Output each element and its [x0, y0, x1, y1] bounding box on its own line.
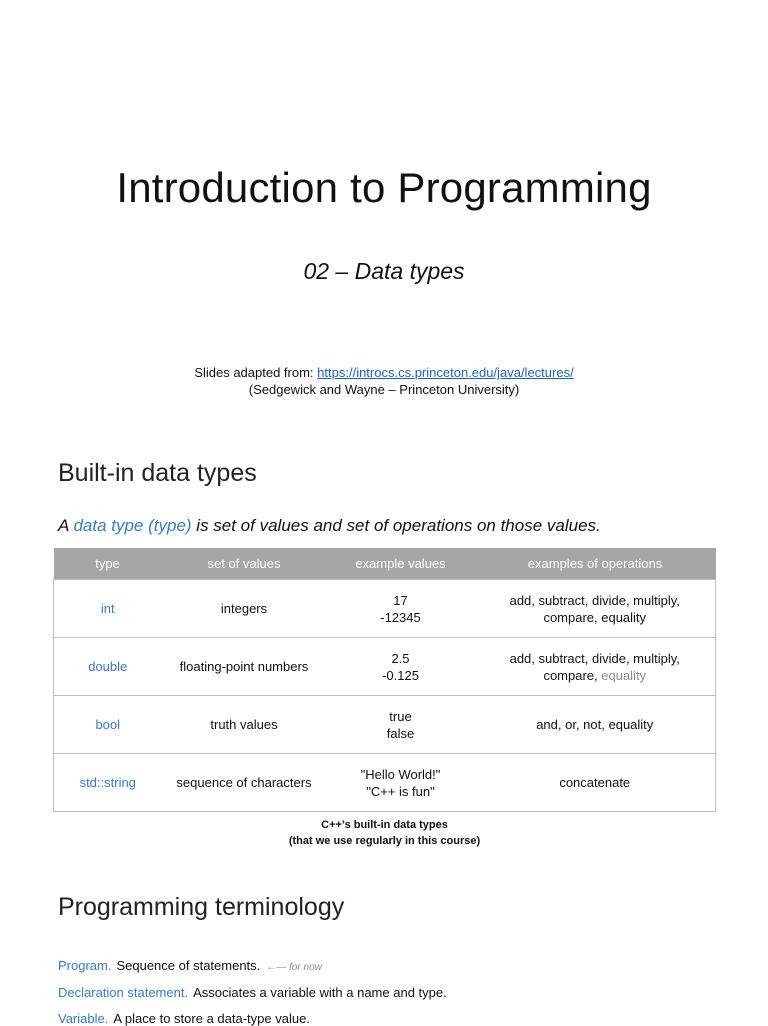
type-cell: bool [54, 696, 162, 754]
term-item-program [58, 958, 322, 973]
example-value: true [389, 708, 412, 724]
definition-post: is set of values and set of operations on those values. [191, 516, 601, 535]
section-heading-programming-terminology: Programming terminology [58, 893, 345, 921]
credits [0, 364, 768, 398]
type-cell: std::string [54, 754, 162, 812]
credits-line-2: (Sedgewick and Wayne – Princeton University) [248, 382, 520, 397]
operations-line [479, 667, 712, 684]
type-cell: double [54, 638, 162, 696]
definition-term: data type (type) [73, 516, 192, 535]
operations-line: compare, equality [543, 609, 647, 625]
term-text: A place to store a data-type value. [113, 1011, 310, 1026]
page-title: Introduction to Programming [116, 164, 652, 211]
table-row [54, 696, 716, 754]
header-set-of-values: set of values [162, 548, 327, 580]
data-types-table [53, 548, 716, 812]
example-value: false [386, 725, 415, 741]
example-cell [327, 580, 475, 638]
set-cell: floating-point numbers [162, 638, 327, 696]
table-header-row [54, 548, 716, 580]
page-subtitle: 02 – Data types [303, 258, 465, 284]
operations-text: compare, [543, 667, 602, 683]
operations-cell [475, 754, 716, 812]
example-cell [327, 638, 475, 696]
example-cell [327, 754, 475, 812]
example-value: -12345 [380, 609, 421, 625]
term-text: Associates a variable with a name and type. [193, 985, 447, 1000]
example-value: "Hello World!" [360, 766, 441, 782]
set-cell: integers [162, 580, 327, 638]
definition-pre: A [58, 516, 74, 535]
caption-line-1: C++’s built-in data types [321, 819, 448, 831]
example-cell [327, 696, 475, 754]
table-row [54, 638, 716, 696]
term-label: Program. [58, 958, 112, 973]
arrow-left-icon: ←— [266, 962, 287, 973]
credits-prefix: Slides adapted from: [194, 365, 318, 380]
table-row [54, 580, 716, 638]
table-row [54, 754, 716, 812]
header-examples-of-operations: examples of operations [475, 548, 716, 580]
term-note: for now [289, 962, 322, 973]
operations-cell [475, 638, 716, 696]
caption-line-2: (that we use regularly in this course) [288, 835, 481, 847]
term-label: Declaration statement. [58, 985, 189, 1000]
operations-line: add, subtract, divide, multiply, [509, 650, 680, 666]
operations-text-muted: equality [601, 667, 647, 683]
table-caption [53, 817, 716, 849]
header-example-values: example values [327, 548, 475, 580]
example-value: 2.5 [391, 650, 410, 666]
operations-line: add, subtract, divide, multiply, [509, 592, 680, 608]
operations-line: concatenate [559, 775, 631, 790]
credits-line-1 [0, 364, 768, 381]
section-heading-built-in-data-types: Built-in data types [58, 459, 257, 487]
source-link[interactable]: https://introcs.cs.princeton.edu/java/lectures/ [317, 365, 574, 380]
operations-cell [475, 580, 716, 638]
operations-cell [475, 696, 716, 754]
term-item-declaration-statement [58, 985, 447, 1000]
example-value: -0.125 [382, 667, 419, 683]
operations-line: and, or, not, equality [536, 717, 654, 732]
example-value: 17 [393, 592, 408, 608]
set-cell: sequence of characters [162, 754, 327, 812]
data-type-definition [58, 516, 601, 536]
example-value: "C++ is fun" [366, 783, 435, 799]
term-text: Sequence of statements. [116, 958, 261, 973]
header-type: type [54, 548, 162, 580]
term-label: Variable. [58, 1011, 109, 1026]
type-cell: int [54, 580, 162, 638]
set-cell: truth values [162, 696, 327, 754]
